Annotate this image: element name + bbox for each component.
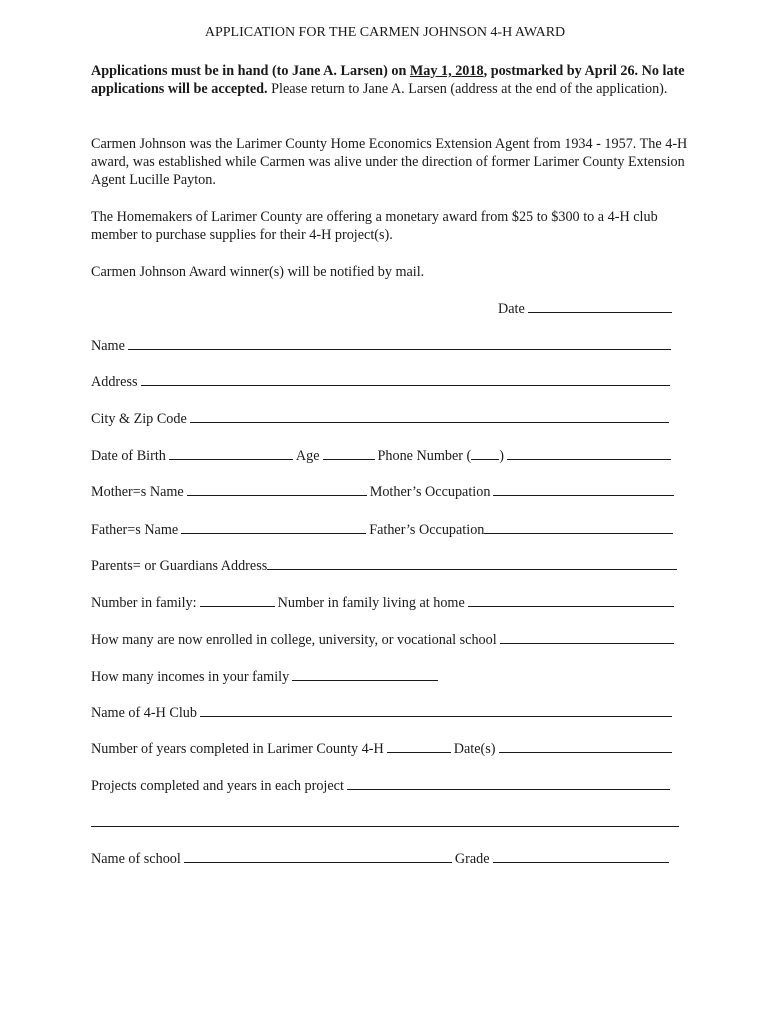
intro-bold-text: Applications must be in hand (to Jane A. Larsen) on — [91, 63, 410, 79]
address-field[interactable] — [141, 373, 671, 386]
family-row — [91, 594, 677, 612]
city-zip-row — [91, 410, 672, 428]
father-name-field[interactable] — [181, 521, 366, 534]
mother-row — [91, 483, 677, 501]
years-row — [91, 740, 675, 758]
club-label: Name of 4-H Club — [91, 705, 197, 721]
dob-field[interactable] — [169, 447, 293, 460]
phone-area-code-field[interactable] — [471, 447, 499, 460]
incomes-label: How many incomes in your family — [91, 669, 290, 685]
projects-continuation-line[interactable] — [91, 826, 679, 827]
family-home-field[interactable] — [468, 594, 674, 607]
father-occupation-label: Father’s Occupation — [369, 522, 485, 538]
intro-paragraph — [91, 62, 691, 98]
father-occupation-field[interactable] — [484, 521, 673, 534]
date-field[interactable] — [528, 300, 672, 313]
address-label: Address — [91, 374, 138, 390]
projects-row — [91, 777, 673, 795]
intro-return-text: Please return to Jane A. Larsen (address at the end of the application). — [267, 81, 668, 97]
dates-label: Date(s) — [453, 741, 496, 757]
date-row — [498, 300, 675, 318]
city-zip-field[interactable] — [190, 410, 669, 423]
incomes-row — [91, 668, 441, 686]
name-field[interactable] — [128, 337, 671, 350]
dates-field[interactable] — [499, 740, 673, 753]
deadline-date: May 1, 2018 — [409, 63, 484, 79]
years-label: Number of years completed in Larimer County 4-H — [91, 741, 384, 757]
phone-close-paren: ) — [499, 448, 505, 464]
phone-label: Phone Number ( — [377, 448, 472, 464]
family-number-label: Number in family: — [91, 595, 197, 611]
parents-address-label: Parents= or Guardians Address — [91, 558, 268, 574]
parents-address-field[interactable] — [267, 557, 677, 570]
family-number-field[interactable] — [200, 594, 275, 607]
school-label: Name of school — [91, 851, 181, 867]
school-field[interactable] — [184, 850, 452, 863]
dob-label: Date of Birth — [91, 448, 166, 464]
phone-number-field[interactable] — [507, 447, 671, 460]
name-row — [91, 337, 674, 355]
enrolled-label: How many are now enrolled in college, university, or vocational school — [91, 632, 497, 648]
club-field[interactable] — [200, 704, 672, 717]
years-field[interactable] — [387, 740, 451, 753]
date-label: Date — [498, 301, 525, 317]
city-zip-label: City & Zip Code — [91, 411, 187, 427]
name-label: Name — [91, 338, 125, 354]
age-label: Age — [295, 448, 320, 464]
address-row — [91, 373, 673, 391]
page-title: APPLICATION FOR THE CARMEN JOHNSON 4-H AWARD — [204, 25, 566, 40]
offer-paragraph: The Homemakers of Larimer County are offering a monetary award from $25 to $300 to a 4-H club member to purchase supplies for their 4-H project(s). — [91, 209, 658, 243]
notice-paragraph: Carmen Johnson Award winner(s) will be notified by mail. — [91, 264, 425, 280]
parents-address-row — [91, 557, 680, 575]
history-paragraph: Carmen Johnson was the Larimer County Home Economics Extension Agent from 1934 - 1957. The 4-H award, was established while Carmen was alive under the direction of former Larimer County Extension Agent Lucille Payton. — [91, 136, 688, 188]
birth-age-phone-row — [91, 447, 674, 465]
club-row — [91, 704, 675, 722]
incomes-field[interactable] — [292, 668, 438, 681]
mother-name-field[interactable] — [187, 483, 367, 496]
grade-field[interactable] — [493, 850, 669, 863]
intro-bold-text-2: , postmarked by April 26. No late applications will be accepted. — [91, 63, 685, 97]
age-field[interactable] — [323, 447, 375, 460]
family-home-label: Number in family living at home — [277, 595, 465, 611]
enrolled-field[interactable] — [500, 631, 674, 644]
mother-name-label: Mother=s Name — [91, 484, 184, 500]
projects-field[interactable] — [347, 777, 670, 790]
school-row — [91, 850, 672, 868]
father-row — [91, 521, 676, 539]
enrolled-row — [91, 631, 677, 649]
projects-label: Projects completed and years in each project — [91, 778, 344, 794]
grade-label: Grade — [454, 851, 490, 867]
father-name-label: Father=s Name — [91, 522, 179, 538]
mother-occupation-field[interactable] — [493, 483, 674, 496]
mother-occupation-label: Mother’s Occupation — [369, 484, 491, 500]
